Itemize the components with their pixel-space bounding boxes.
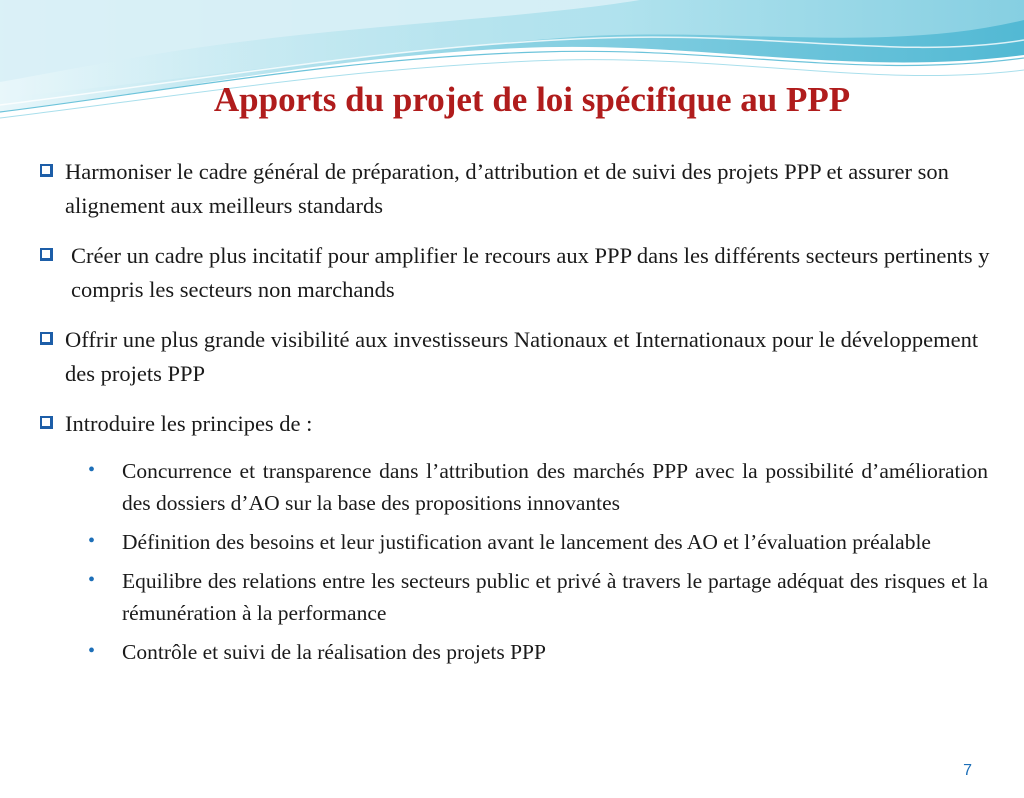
- bullet-dot-icon: •: [88, 569, 96, 591]
- list-item-creer: [40, 239, 1000, 307]
- checkbox-bullet-icon: [40, 164, 53, 177]
- list-item-introduire: [40, 407, 1000, 441]
- sublist-item-text: Concurrence et transparence dans l’attribution des marchés PPP avec la possibilité d’amélioration des dossiers d’AO sur la base des propositions innovantes: [122, 459, 988, 515]
- sublist-item-text: Contrôle et suivi de la réalisation des projets PPP: [122, 640, 546, 664]
- list-item-text: Offrir une plus grande visibilité aux investisseurs Nationaux et Internationaux pour le développement des projets PPP: [65, 327, 979, 386]
- list-item-offrir: [40, 323, 1000, 391]
- sublist-item-equilibre: [88, 565, 988, 629]
- list-item-text: Harmoniser le cadre général de préparation, d’attribution et de suivi des projets PPP et assurer son alignement aux meilleurs standards: [65, 159, 949, 218]
- sublist-item-text: Equilibre des relations entre les secteurs public et privé à travers le partage adéquat des risques et la rémunération à la performance: [122, 569, 988, 625]
- list-item-text: Introduire les principes de :: [65, 411, 313, 436]
- bullet-dot-icon: •: [88, 640, 96, 662]
- bullet-dot-icon: •: [88, 459, 96, 481]
- sublist-item-definition: [88, 526, 988, 558]
- checkbox-bullet-icon: [40, 248, 53, 261]
- checkbox-bullet-icon: [40, 332, 53, 345]
- checkbox-bullet-icon: [40, 416, 53, 429]
- sublist-item-controle: [88, 636, 988, 668]
- principles-sublist: [40, 455, 1000, 668]
- bullet-dot-icon: •: [88, 530, 96, 552]
- sublist-item-concurrence: [88, 455, 988, 519]
- sublist-item-text: Définition des besoins et leur justification avant le lancement des AO et l’évaluation préalable: [122, 530, 931, 554]
- list-item-text: Créer un cadre plus incitatif pour amplifier le recours aux PPP dans les différents secteurs pertinents y compris les secteurs non marchands: [71, 243, 990, 302]
- slide-title: Apports du projet de loi spécifique au PPP: [213, 80, 851, 119]
- page-number: 7: [963, 762, 972, 779]
- list-item-harmoniser: [40, 155, 1000, 223]
- slide-body: [40, 155, 1000, 675]
